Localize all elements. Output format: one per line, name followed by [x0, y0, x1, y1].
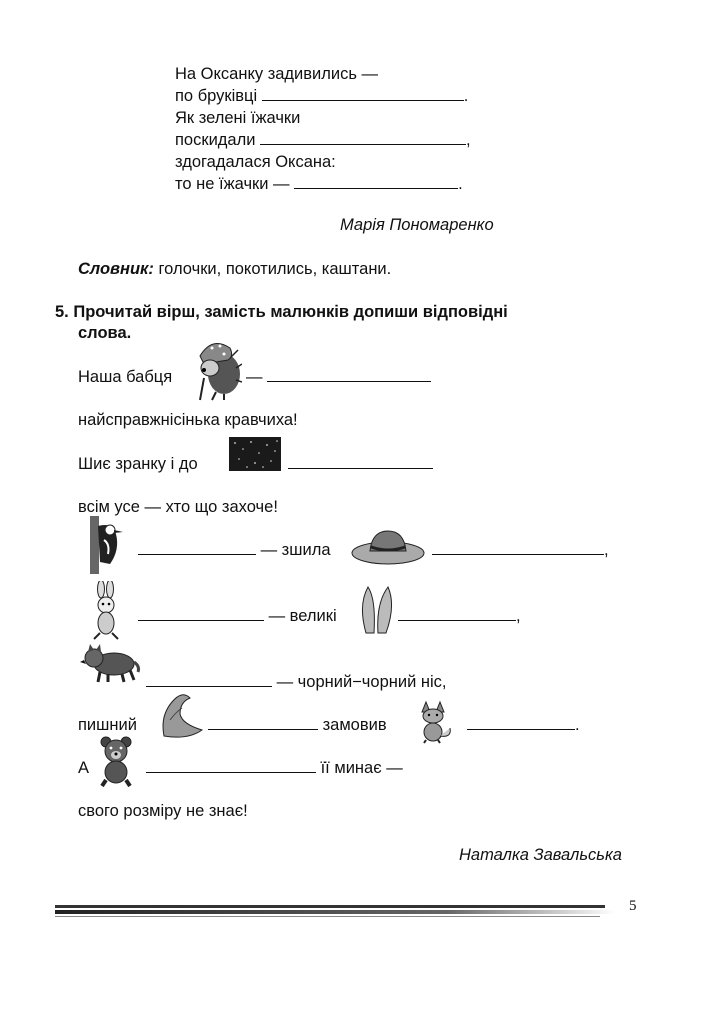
- wolf-icon: [80, 644, 140, 684]
- night-sky-icon: [229, 437, 281, 471]
- answer-blank[interactable]: [432, 540, 604, 555]
- squirrel-tail-icon: [158, 690, 206, 740]
- answer-blank[interactable]: [208, 715, 318, 730]
- poem1-line-6: [175, 174, 463, 194]
- answer-blank[interactable]: [138, 606, 264, 621]
- answer-blank[interactable]: [288, 454, 433, 469]
- page-number: 5: [629, 898, 637, 914]
- poem2-line-8-a: пишний: [78, 716, 137, 734]
- answer-blank[interactable]: [294, 174, 458, 189]
- poem1-line-5: здогадалася Оксана:: [175, 153, 336, 171]
- answer-blank[interactable]: [267, 367, 431, 382]
- woodpecker-icon: [86, 516, 124, 574]
- poem1-line-4-end: ,: [466, 131, 471, 149]
- poem2-line-8-b: [208, 715, 387, 735]
- glossary-text: голочки, покотились, каштани.: [158, 260, 392, 278]
- task-number: 5.: [55, 303, 69, 321]
- poem2-line-8-end: .: [575, 716, 580, 734]
- task-line-2: слова.: [78, 324, 132, 342]
- poem2-line-6-text: — великі: [268, 607, 337, 625]
- poem2-line-5-end: ,: [604, 541, 609, 559]
- answer-blank[interactable]: [138, 540, 256, 555]
- rabbit-ears-icon: [358, 583, 394, 635]
- poem2-line-1-text: Наша бабця: [78, 368, 173, 386]
- poem2-line-3-text: Шиє зранку і до: [78, 455, 198, 473]
- answer-blank[interactable]: [146, 758, 316, 773]
- poem1-line-4: [175, 130, 471, 150]
- footer-rule-thin: [55, 916, 600, 917]
- poem1-line-1: На Оксанку задивились —: [175, 65, 379, 83]
- poem2-line-9-text: її минає —: [320, 759, 403, 777]
- glossary: [78, 259, 391, 279]
- poem1-line-2-end: .: [463, 87, 469, 105]
- poem2-line-6-a: [138, 606, 337, 626]
- footer-rule-gradient: [55, 910, 615, 914]
- answer-blank[interactable]: [398, 606, 516, 621]
- hedgehog-grandma-icon: [190, 334, 242, 402]
- poem2-line-9-b: [146, 758, 403, 778]
- bear-icon: [96, 736, 136, 788]
- poem2-line-5-a: [138, 540, 331, 560]
- poem1-line-2-text: по бруківці: [175, 87, 258, 105]
- poem2-line-7-text: — чорний−чорний ніс,: [276, 673, 447, 691]
- poem2-line-9-a: А: [78, 759, 90, 777]
- answer-blank[interactable]: [467, 715, 575, 730]
- poem2-line-10: свого розміру не знає!: [78, 802, 248, 820]
- task-heading: [55, 302, 508, 322]
- hare-icon: [88, 581, 124, 641]
- poem2-line-8-text: замовив: [322, 716, 387, 734]
- poem2-line-5-b: [432, 540, 609, 560]
- poem2-line-7: [146, 672, 447, 692]
- poem1-line-6-text: то не їжачки —: [175, 175, 290, 193]
- poem2-line-5-text: — зшила: [260, 541, 331, 559]
- poem2-line-1-dash: —: [246, 368, 263, 386]
- poem2-line-3-blank-wrap: [288, 454, 433, 474]
- fox-icon: [416, 698, 454, 744]
- glossary-label: Словник:: [78, 260, 154, 278]
- poem2-line-8-c: [467, 715, 580, 735]
- poem1-author: Марія Пономаренко: [340, 216, 494, 234]
- poem2-author: Наталка Завальська: [459, 846, 622, 864]
- poem1-line-3: Як зелені їжачки: [175, 109, 301, 127]
- poem2-line-2: найсправжнісінька кравчиха!: [78, 411, 298, 429]
- poem2-line-6-end: ,: [516, 607, 521, 625]
- poem2-line-4: всім усе — хто що захоче!: [78, 498, 278, 516]
- answer-blank[interactable]: [146, 672, 272, 687]
- task-line-1: Прочитай вірш, замість малюнків допиши відповідні: [73, 303, 508, 321]
- poem2-line-1: [246, 367, 431, 387]
- poem2-line-6-b: [398, 606, 521, 626]
- answer-blank[interactable]: [262, 86, 464, 101]
- footer-rule: [55, 905, 605, 908]
- hat-icon: [350, 527, 426, 567]
- poem1-line-4-text: поскидали: [175, 131, 256, 149]
- poem1-line-2: [175, 86, 468, 106]
- answer-blank[interactable]: [260, 130, 466, 145]
- poem1-line-6-end: .: [458, 175, 463, 193]
